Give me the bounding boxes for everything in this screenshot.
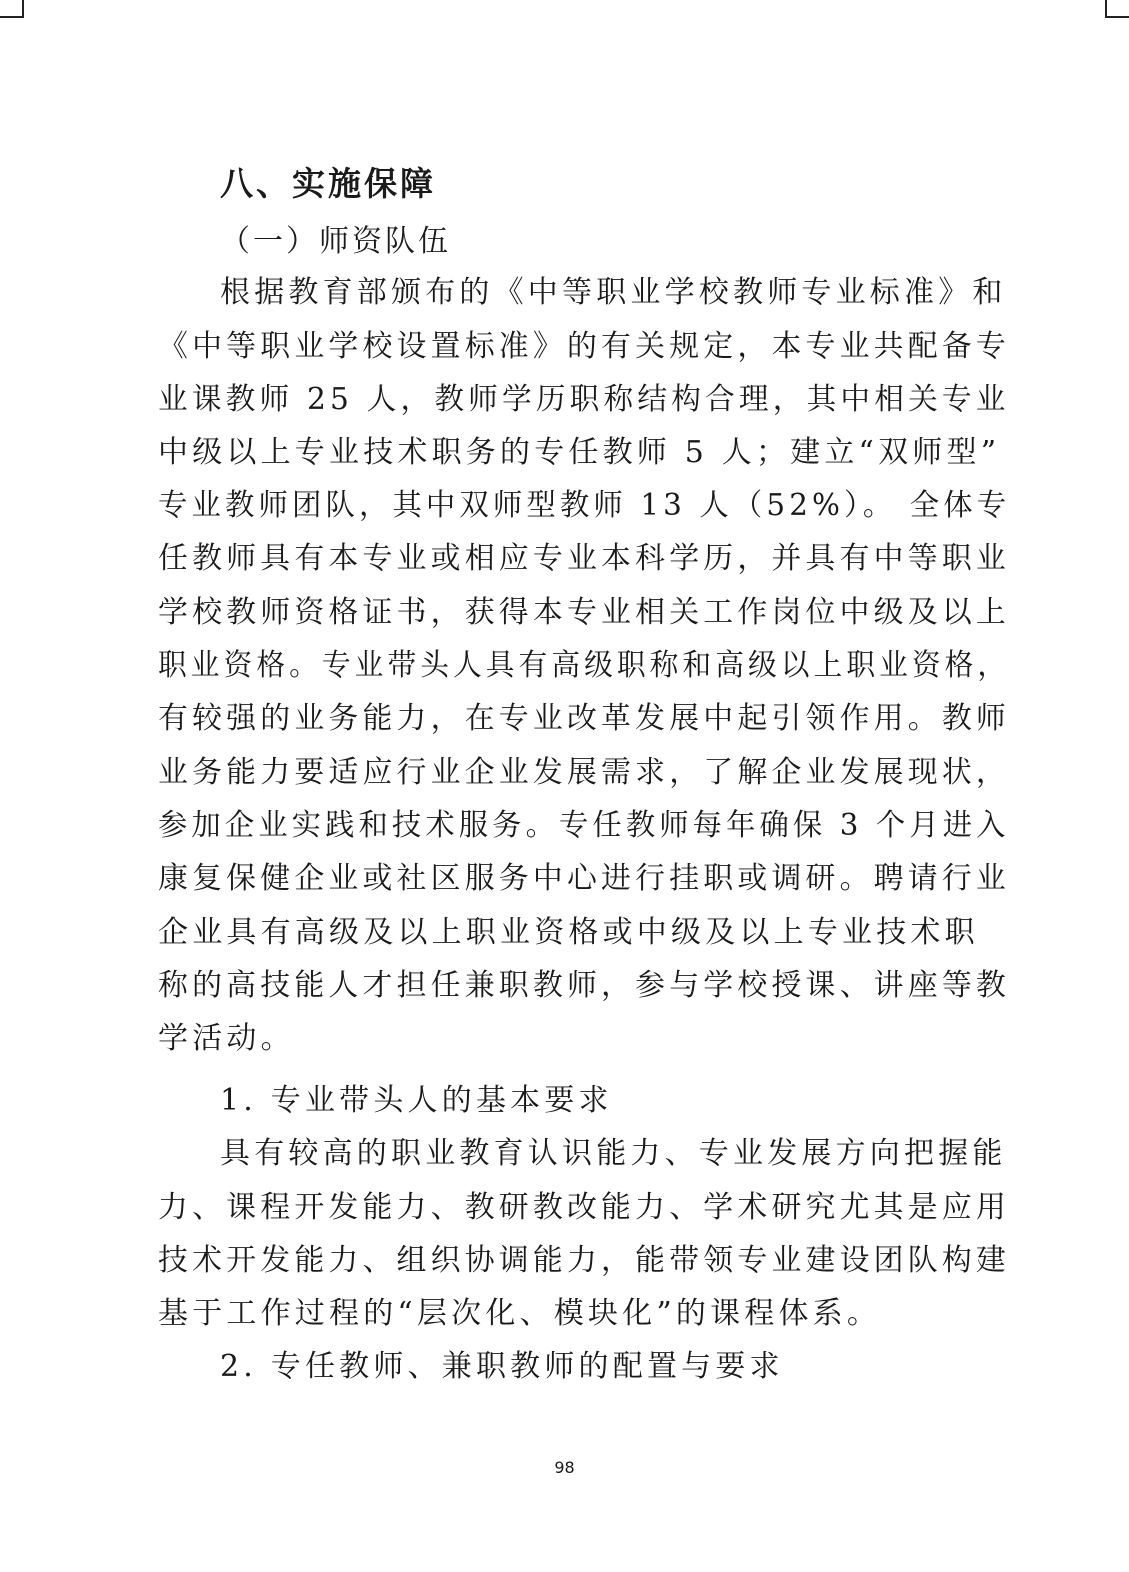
crop-mark-top-right-horizontal bbox=[1105, 16, 1129, 18]
subsection-heading: （一）师资队伍 bbox=[220, 224, 451, 259]
page-number: 98 bbox=[554, 1458, 575, 1477]
body-line: 任教师具有本专业或相应专业本科学历，并具有中等职业 bbox=[158, 541, 1011, 576]
crop-mark-top-right-vertical bbox=[1105, 0, 1107, 18]
body-line: 职业资格。专业带头人具有高级职称和高级以上职业资格， bbox=[158, 648, 1011, 683]
body-line: 业课教师 25 人，教师学历职称结构合理，其中相关专业 bbox=[158, 382, 1010, 417]
body-line: 力、课程开发能力、教研教改能力、学术研究尤其是应用 bbox=[158, 1190, 1011, 1225]
body-line: 称的高技能人才担任兼职教师，参与学校授课、讲座等教 bbox=[158, 968, 1011, 1003]
body-line: 《中等职业学校设置标准》的有关规定，本专业共配备专 bbox=[158, 329, 1011, 364]
body-line: 业务能力要适应行业企业发展需求，了解企业发展现状， bbox=[158, 755, 1011, 790]
body-line: 企业具有高级及以上职业资格或中级及以上专业技术职 bbox=[158, 915, 979, 950]
section-heading: 八、实施保障 bbox=[220, 164, 436, 203]
body-line: 中级以上专业技术职务的专任教师 5 人；建立“双师型” bbox=[158, 435, 1001, 470]
body-line: 基于工作过程的“层次化、模块化”的课程体系。 bbox=[158, 1296, 882, 1331]
crop-mark-top-left-vertical bbox=[22, 0, 24, 18]
body-line: 学活动。 bbox=[158, 1021, 295, 1056]
numbered-heading: 1. 专业带头人的基本要求 bbox=[220, 1083, 613, 1118]
body-line: 有较强的业务能力，在专业改革发展中起引领作用。教师 bbox=[158, 701, 1011, 736]
body-line: 专业教师团队，其中双师型教师 13 人（52%）。 全体专 bbox=[158, 488, 1011, 523]
body-line: 根据教育部颁布的《中等职业学校教师专业标准》和 bbox=[220, 275, 1007, 310]
crop-mark-top-left-horizontal bbox=[0, 16, 24, 18]
numbered-heading: 2. 专任教师、兼职教师的配置与要求 bbox=[220, 1349, 784, 1384]
body-line: 具有较高的职业教育认识能力、专业发展方向把握能 bbox=[220, 1136, 1007, 1171]
body-line: 康复保健企业或社区服务中心进行挂职或调研。聘请行业 bbox=[158, 861, 1011, 896]
body-line: 参加企业实践和技术服务。专任教师每年确保 3 个月进入 bbox=[158, 808, 1010, 843]
body-line: 学校教师资格证书，获得本专业相关工作岗位中级及以上 bbox=[158, 595, 1011, 630]
body-line: 技术开发能力、组织协调能力，能带领专业建设团队构建 bbox=[158, 1243, 1011, 1278]
